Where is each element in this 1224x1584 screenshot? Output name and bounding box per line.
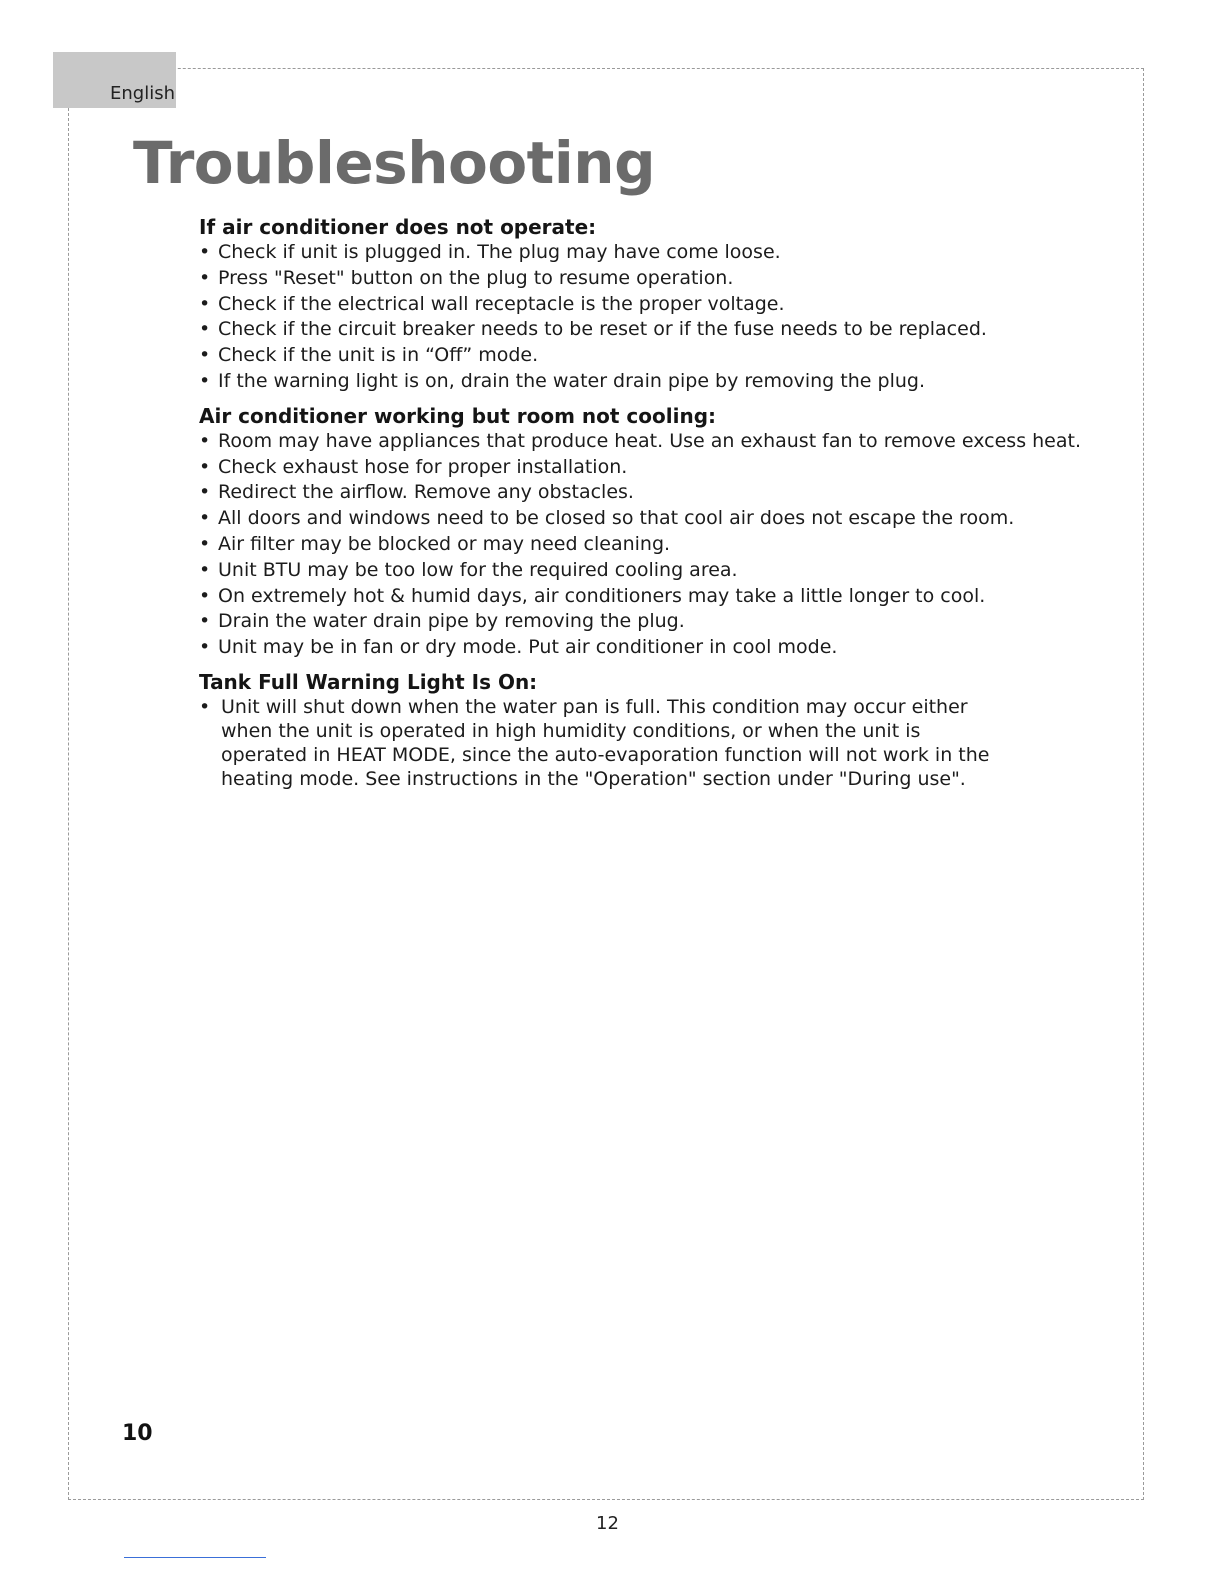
list-item: • All doors and windows need to be closed so that cool air does not escape the room. [199, 506, 1079, 532]
section-heading: Air conditioner working but room not cooling: [199, 403, 717, 428]
section-heading: If air conditioner does not operate: [199, 215, 597, 239]
list-item: • Check if the electrical wall receptacle is the proper voltage. [199, 292, 1079, 318]
page-title: Troubleshooting [133, 129, 656, 197]
list-item: • Press "Reset" button on the plug to resume operation. [199, 266, 1079, 292]
list-item: • Check if the circuit breaker needs to be reset or if the fuse needs to be replaced. [199, 317, 1079, 343]
list-item: • Check exhaust hose for proper installation. [199, 455, 1079, 481]
list-item: • Room may have appliances that produce heat. Use an exhaust fan to remove excess heat. [199, 429, 1079, 455]
list-item: • On extremely hot & humid days, air conditioners may take a little longer to cool. [199, 584, 1079, 610]
bullet-list [199, 429, 1079, 661]
section-tank-full [199, 669, 1079, 791]
sheet-number: 12 [596, 1513, 619, 1534]
list-item: • Check if unit is plugged in. The plug may have come loose. [199, 240, 1079, 266]
link-underline [124, 1557, 266, 1558]
page-number: 10 [122, 1421, 153, 1446]
list-item: • Air filter may be blocked or may need cleaning. [199, 532, 1079, 558]
list-item: • Redirect the airflow. Remove any obstacles. [199, 480, 1079, 506]
list-item: • Unit may be in fan or dry mode. Put air conditioner in cool mode. [199, 635, 1079, 661]
section-not-cooling [199, 403, 1079, 661]
troubleshooting-content [199, 214, 1079, 791]
language-label: English [110, 83, 175, 104]
list-item: • Unit BTU may be too low for the required cooling area. [199, 558, 1079, 584]
list-item: • Unit will shut down when the water pan is full. This condition may occur either when the unit is operated in high humidity conditions, or when the unit is operated in HEAT MODE, since the auto-evaporation function will not work in the heating mode. See instructions in the "Operation" section under "During use". [199, 695, 996, 791]
section-not-operate [199, 214, 1079, 395]
list-item: • Check if the unit is in “Off” mode. [199, 343, 1079, 369]
bullet-list [199, 240, 1079, 395]
bullet-list [199, 695, 1079, 791]
list-item: • If the warning light is on, drain the water drain pipe by removing the plug. [199, 369, 1079, 395]
list-item: • Drain the water drain pipe by removing the plug. [199, 609, 1079, 635]
language-tab [53, 52, 176, 108]
section-heading: Tank Full Warning Light Is On: [199, 669, 538, 694]
